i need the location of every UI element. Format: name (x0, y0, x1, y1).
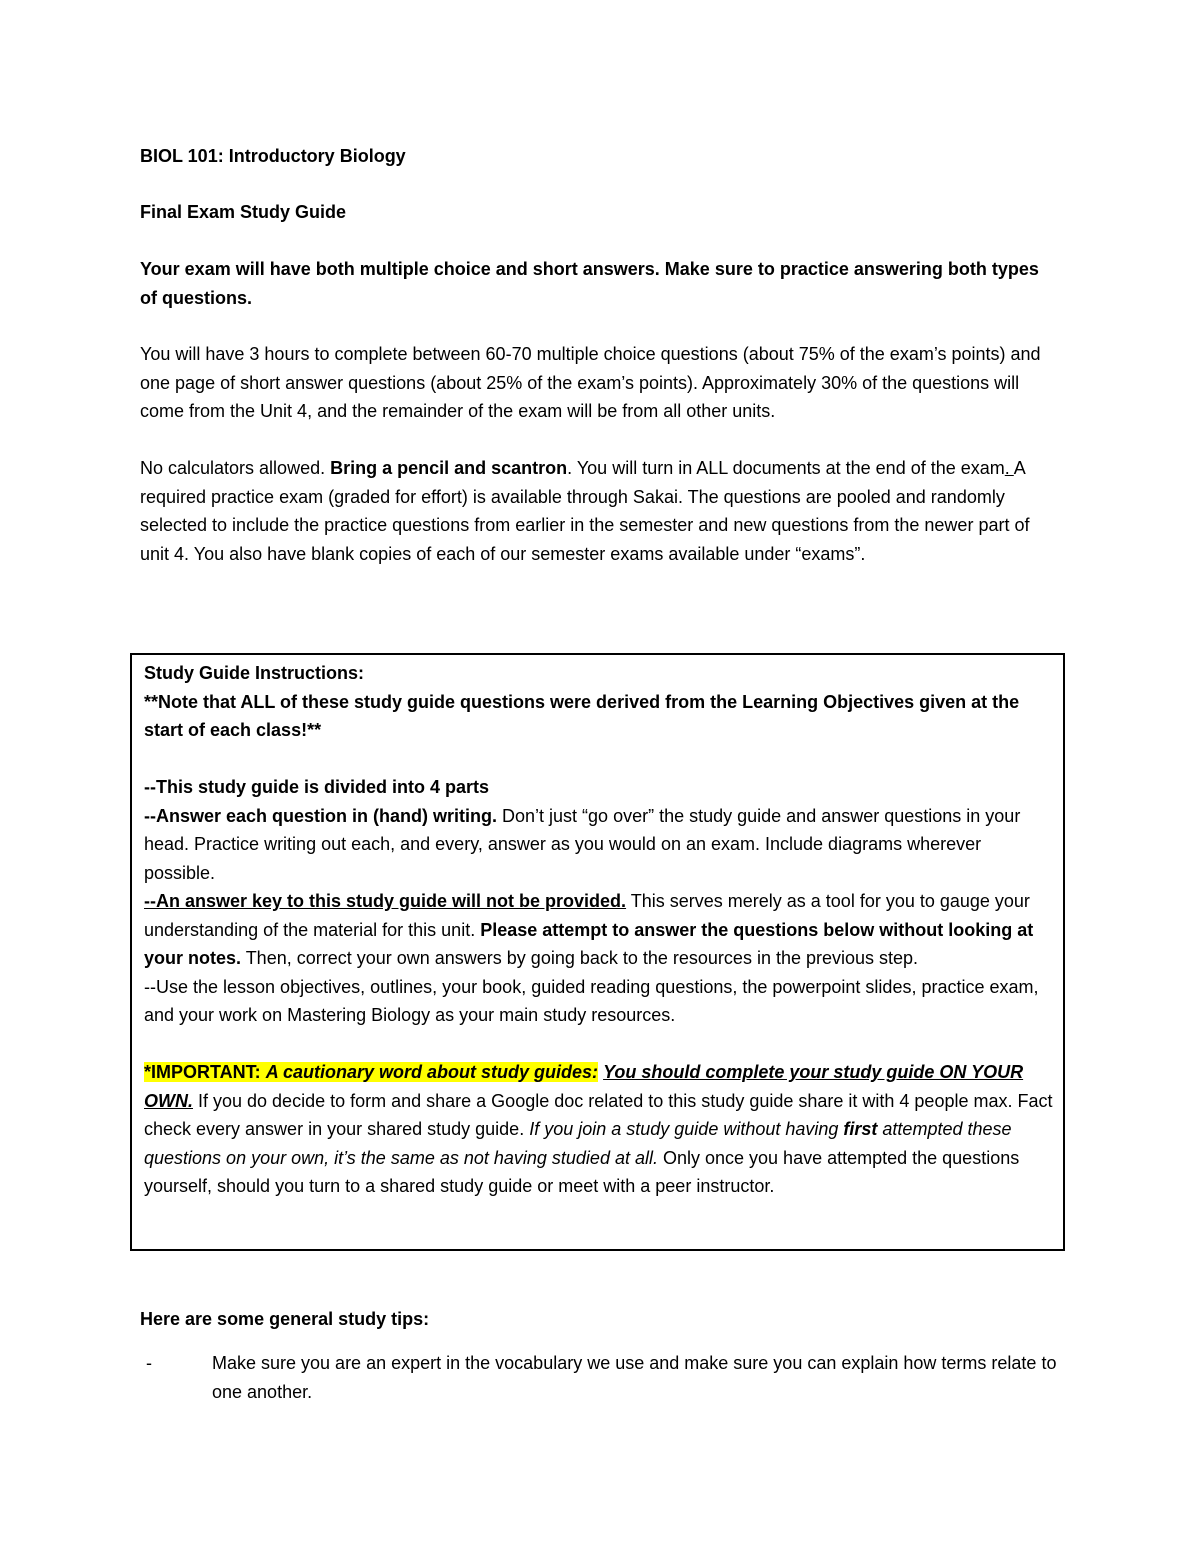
study-tips-section (140, 1305, 1060, 1402)
list-bullet: - (146, 1353, 152, 1373)
exam-format-paragraph: Your exam will have both multiple choice and short answers. Make sure to practice answering both types of questions. (140, 259, 1039, 308)
list-item (140, 1349, 1060, 1406)
instruction-item-writing: --Answer each question in (hand) writing. Don’t just “go over” the study guide and answer questions in your head. Practice writing out each, and every, answer as you would on an exam. Include diagrams wherever possible. (144, 805, 1021, 883)
instructions-heading: Study Guide Instructions: (144, 663, 365, 683)
instruction-item-answer-key: --An answer key to this study guide will not be provided. This serves merely as a tool for you to gauge your understanding of the material for this unit. Please attempt to answer the questions below without looking at your notes. Then, correct your own answers by going back to the resources in the previous step. (144, 891, 1034, 968)
doc-title: Final Exam Study Guide (140, 202, 347, 222)
exam-rules-paragraph: No calculators allowed. Bring a pencil and scantron. You will turn in ALL documents at the end of the exam. A required practice exam (graded for effort) is available through Sakai. The questions are pooled and randomly selected to include the practice questions from earlier in the semester and new questions from the newer part of unit 4. You also have blank copies of each of our semester exams available under “exams”. (140, 458, 1030, 564)
instruction-item-resources: --Use the lesson objectives, outlines, your book, guided reading questions, the powerpoint slides, practice exam, and your work on Mastering Biology as your main study resources. (144, 976, 1039, 1025)
spacer (144, 745, 1053, 774)
course-title: BIOL 101: Introductory Biology (140, 146, 406, 166)
study-tips-heading: Here are some general study tips: (140, 1309, 430, 1329)
important-note: *IMPORTANT: A cautionary word about study guides: You should complete your study guide ON YOUR OWN. If you do decide to form and share a Google doc related to this study guide share it with 4 people max. Fact check every answer in your shared study guide. If you join a study guide without having first attempted these questions on your own, it’s the same as not having studied at all. Only once you have attempted the questions yourself, should you turn to a shared study guide or meet with a peer instructor. (144, 1062, 1053, 1196)
instruction-item-parts: --This study guide is divided into 4 parts (144, 777, 490, 797)
list-item-text: Make sure you are an expert in the vocabulary we use and make sure you can explain how terms relate to one another. (212, 1353, 1057, 1402)
spacer (144, 1030, 1053, 1059)
instructions-note: **Note that ALL of these study guide questions were derived from the Learning Objectives given at the start of each class!** (144, 691, 1020, 740)
exam-time-paragraph: You will have 3 hours to complete between 60-70 multiple choice questions (about 75% of the exam’s points) and one page of short answer questions (about 25% of the exam’s points). Approximately 30% of the questions will come from the Unit 4, and the remainder of the exam will be from all other units. (140, 344, 1041, 421)
study-guide-instructions-box (130, 653, 1065, 1251)
